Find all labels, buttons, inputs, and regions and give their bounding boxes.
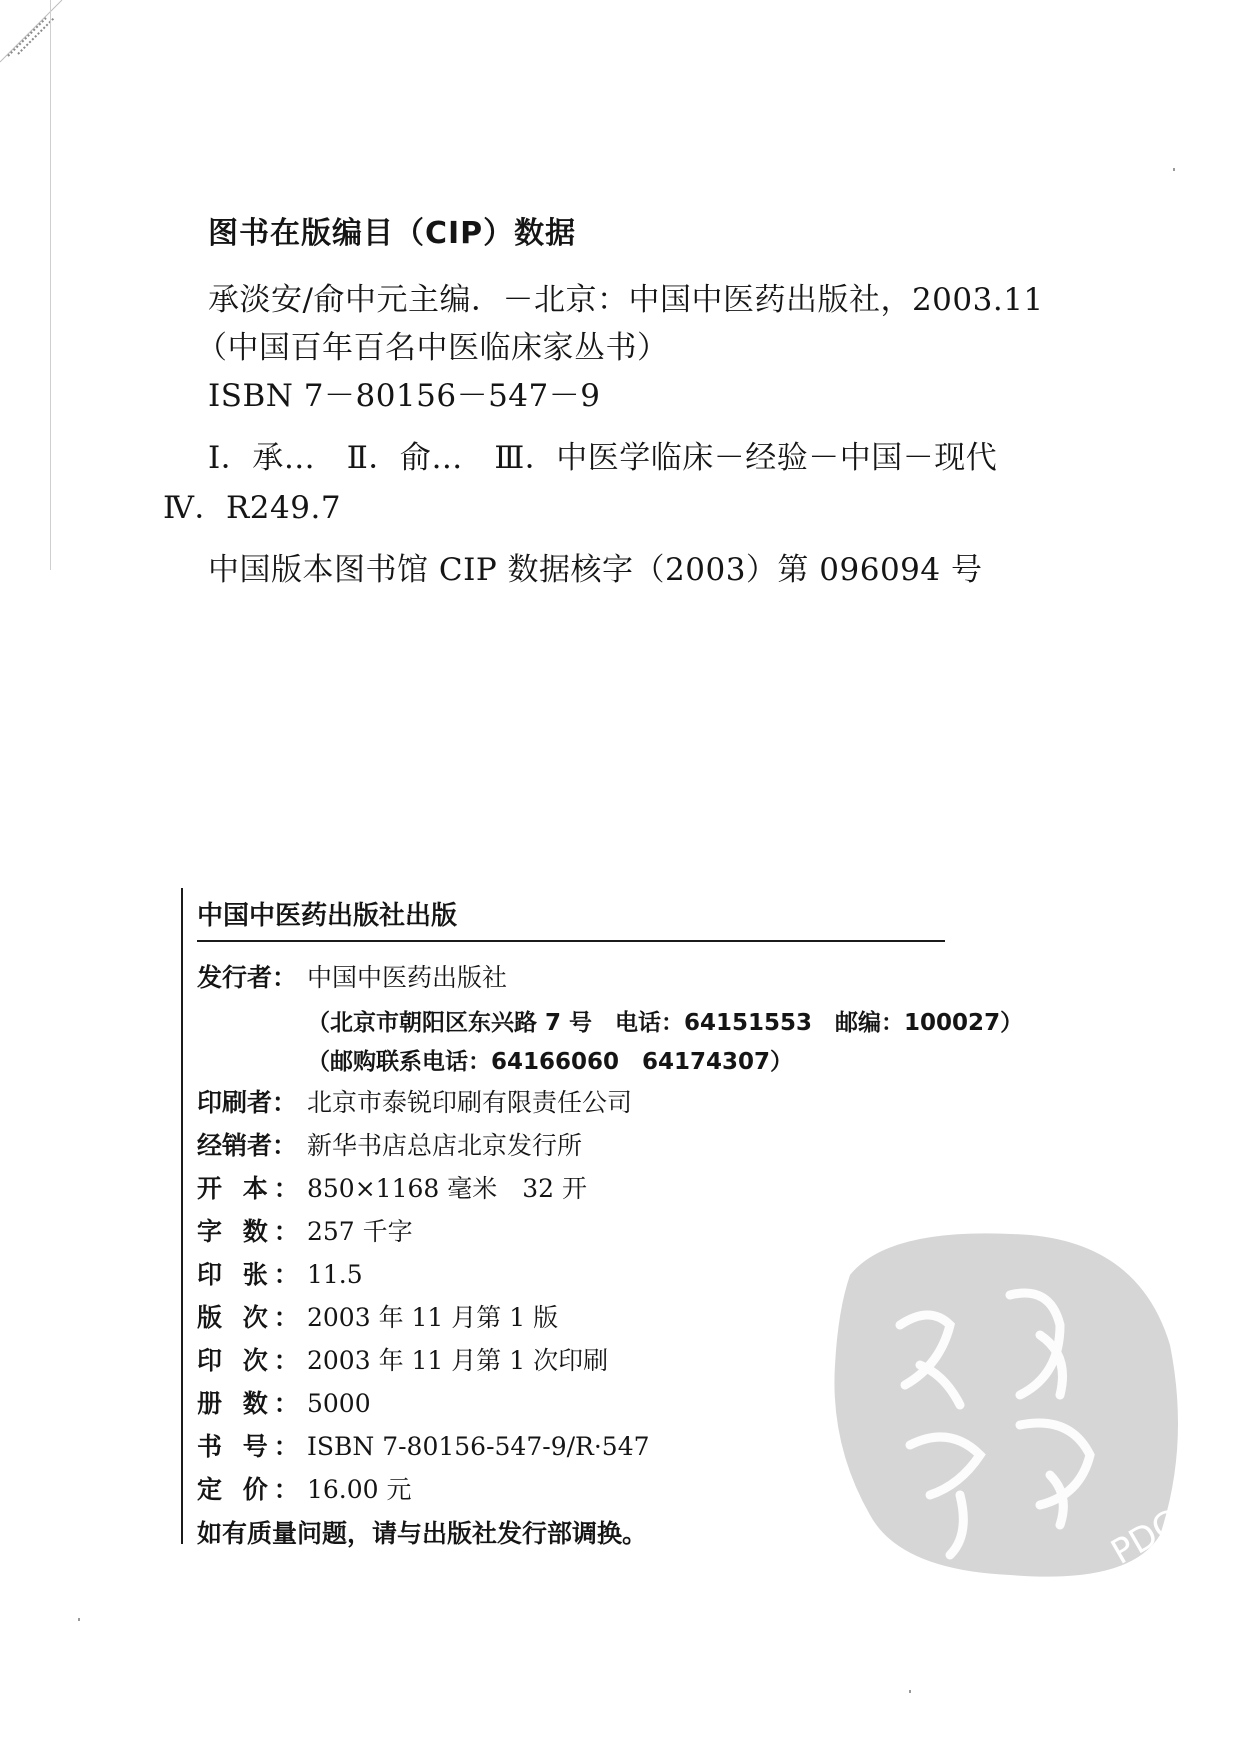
- price-label: 定 价：: [197, 1475, 305, 1504]
- imprint-title: 中国中医药出版社出版: [197, 901, 458, 931]
- seller-label: 经销者：: [197, 1131, 298, 1160]
- seal-text: PDG: [1104, 1501, 1188, 1573]
- book-number-row: [197, 1427, 650, 1463]
- publisher-address: （北京市朝阳区东兴路 7 号 电话：64151553 邮编：100027）: [307, 1010, 1024, 1036]
- word-count-label: 字 数：: [197, 1217, 305, 1246]
- word-count-row: [197, 1212, 413, 1248]
- word-count-value: 257 千字: [307, 1217, 413, 1246]
- watermark-seal-icon: [810, 1215, 1190, 1595]
- scan-speck: [1173, 168, 1175, 171]
- edition-row: [197, 1298, 558, 1334]
- cip-classification-code: Ⅳ．R249.7: [163, 490, 342, 526]
- cip-approval-number: 中国版本图书馆 CIP 数据核字（2003）第 096094 号: [208, 552, 983, 588]
- seller-value: 新华书店总店北京发行所: [307, 1131, 583, 1160]
- copies-value: 5000: [307, 1389, 371, 1418]
- distributor-value: 中国中医药出版社: [307, 963, 508, 992]
- cip-isbn: ISBN 7－80156－547－9: [208, 378, 601, 414]
- copies-label: 册 数：: [197, 1389, 305, 1418]
- copies-row: [197, 1384, 371, 1420]
- price-value: 16.00 元: [307, 1475, 412, 1504]
- scan-speck: [78, 1618, 80, 1621]
- format-label: 开 本：: [197, 1174, 305, 1203]
- distributor-label: 发行者：: [197, 963, 298, 992]
- format-value: 850×1168 毫米 32 开: [307, 1174, 587, 1203]
- cip-series: （中国百年百名中医临床家丛书）: [196, 330, 669, 366]
- cip-title: 图书在版编目（CIP）数据: [208, 216, 577, 251]
- mail-order-phone: （邮购联系电话：64166060 64174307）: [307, 1049, 794, 1075]
- cip-classification: Ⅰ．承… Ⅱ．俞… Ⅲ．中医学临床－经验－中国－现代: [208, 440, 998, 476]
- edition-value: 2003 年 11 月第 1 版: [307, 1303, 559, 1332]
- corner-stamp-icon: [0, 0, 70, 70]
- sheets-value: 11.5: [307, 1260, 363, 1289]
- edition-label: 版 次：: [197, 1303, 305, 1332]
- cip-author-publisher: 承淡安/俞中元主编．－北京：中国中医药出版社，2003.11: [208, 282, 1044, 318]
- printer-label: 印刷者：: [197, 1088, 298, 1117]
- printing-label: 印 次：: [197, 1346, 305, 1375]
- printing-value: 2003 年 11 月第 1 次印刷: [307, 1346, 609, 1375]
- imprint-divider: [197, 940, 945, 942]
- page-edge-line: [50, 0, 51, 570]
- printer-value: 北京市泰锐印刷有限责任公司: [307, 1088, 633, 1117]
- format-row: [197, 1169, 587, 1205]
- sheets-label: 印 张：: [197, 1260, 305, 1289]
- book-number-label: 书 号：: [197, 1432, 305, 1461]
- sheets-row: [197, 1255, 363, 1291]
- distributor-row: [197, 958, 507, 994]
- imprint-left-bar: [181, 888, 183, 1544]
- seller-row: [197, 1126, 582, 1162]
- printing-row: [197, 1341, 608, 1377]
- price-row: [197, 1470, 412, 1506]
- printer-row: [197, 1083, 632, 1119]
- scan-speck: [909, 1690, 911, 1693]
- book-number-value: ISBN 7-80156-547-9/R·547: [307, 1432, 650, 1461]
- quality-note: 如有质量问题，请与出版社发行部调换。: [197, 1519, 648, 1548]
